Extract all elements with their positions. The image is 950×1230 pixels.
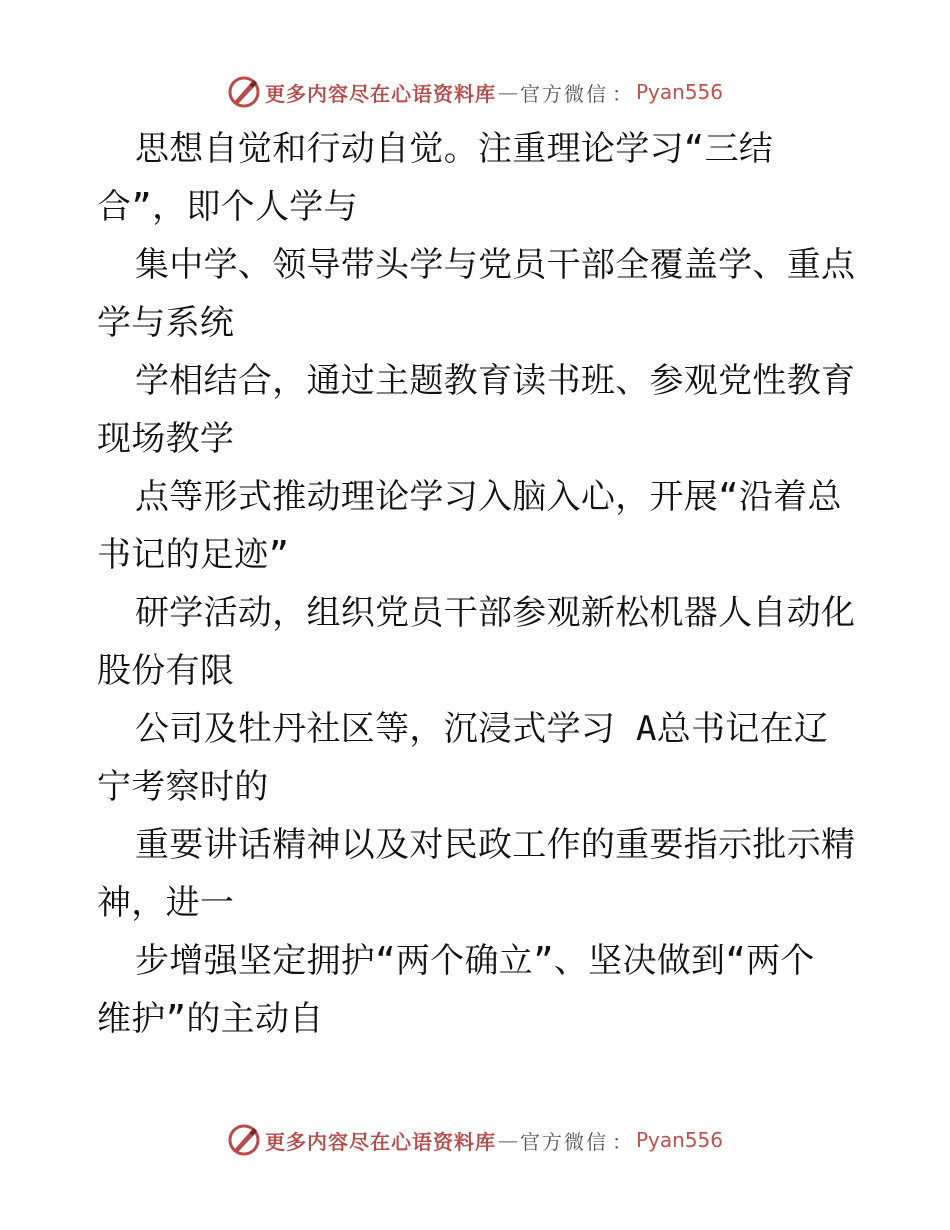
body-line: 点等形式推动理论学习入脑入心，开展“沿着总 [135,477,842,517]
footer-site-name: 更多内容尽在心语资料库 [264,1129,496,1154]
body-line: 重要讲话精神以及对民政工作的重要指示批示精 [135,825,856,865]
body-line: 宁考察时的 [97,767,269,807]
body-line: 合”，即个人学与 [97,187,358,227]
pen-logo-icon [227,1123,261,1157]
header-watermark-banner [0,72,950,112]
header-site-name: 更多内容尽在心语资料库 [264,81,496,106]
body-line: 集中学、领导带头学与党员干部全覆盖学、重点 [135,245,856,285]
body-line: 步增强坚定拥护“两个确立”、坚决做到“两个 [135,941,815,981]
footer-dash: — [497,1128,518,1152]
body-line: 思想自觉和行动自觉。注重理论学习“三结 [135,129,774,169]
footer-official-label: 官方微信 [519,1129,608,1154]
body-line: 股份有限 [97,651,235,691]
document-body [97,124,867,1052]
body-line: 研学活动，组织党员干部参观新松机器人自动化 [135,593,856,633]
pen-logo-icon [227,75,261,109]
header-official-label: 官方微信 [519,81,608,106]
body-line: 书记的足迹” [97,535,290,575]
footer-watermark-banner [0,1120,950,1160]
body-line: 现场教学 [97,419,235,459]
footer-wechat-handle: Pyan556 [635,1128,723,1152]
header-dash: — [497,80,518,104]
body-line: 学与系统 [97,303,235,343]
body-line: 神，进一 [97,883,235,923]
footer-separator: ： [611,1129,632,1154]
header-separator: ： [611,81,632,106]
body-line: 学相结合，通过主题教育读书班、参观党性教育 [135,361,856,401]
header-wechat-handle: Pyan556 [635,80,723,104]
body-line: 公司及牡丹社区等，沉浸式学习 A总书记在辽 [135,709,829,749]
body-line: 维护”的主动自 [97,999,324,1039]
